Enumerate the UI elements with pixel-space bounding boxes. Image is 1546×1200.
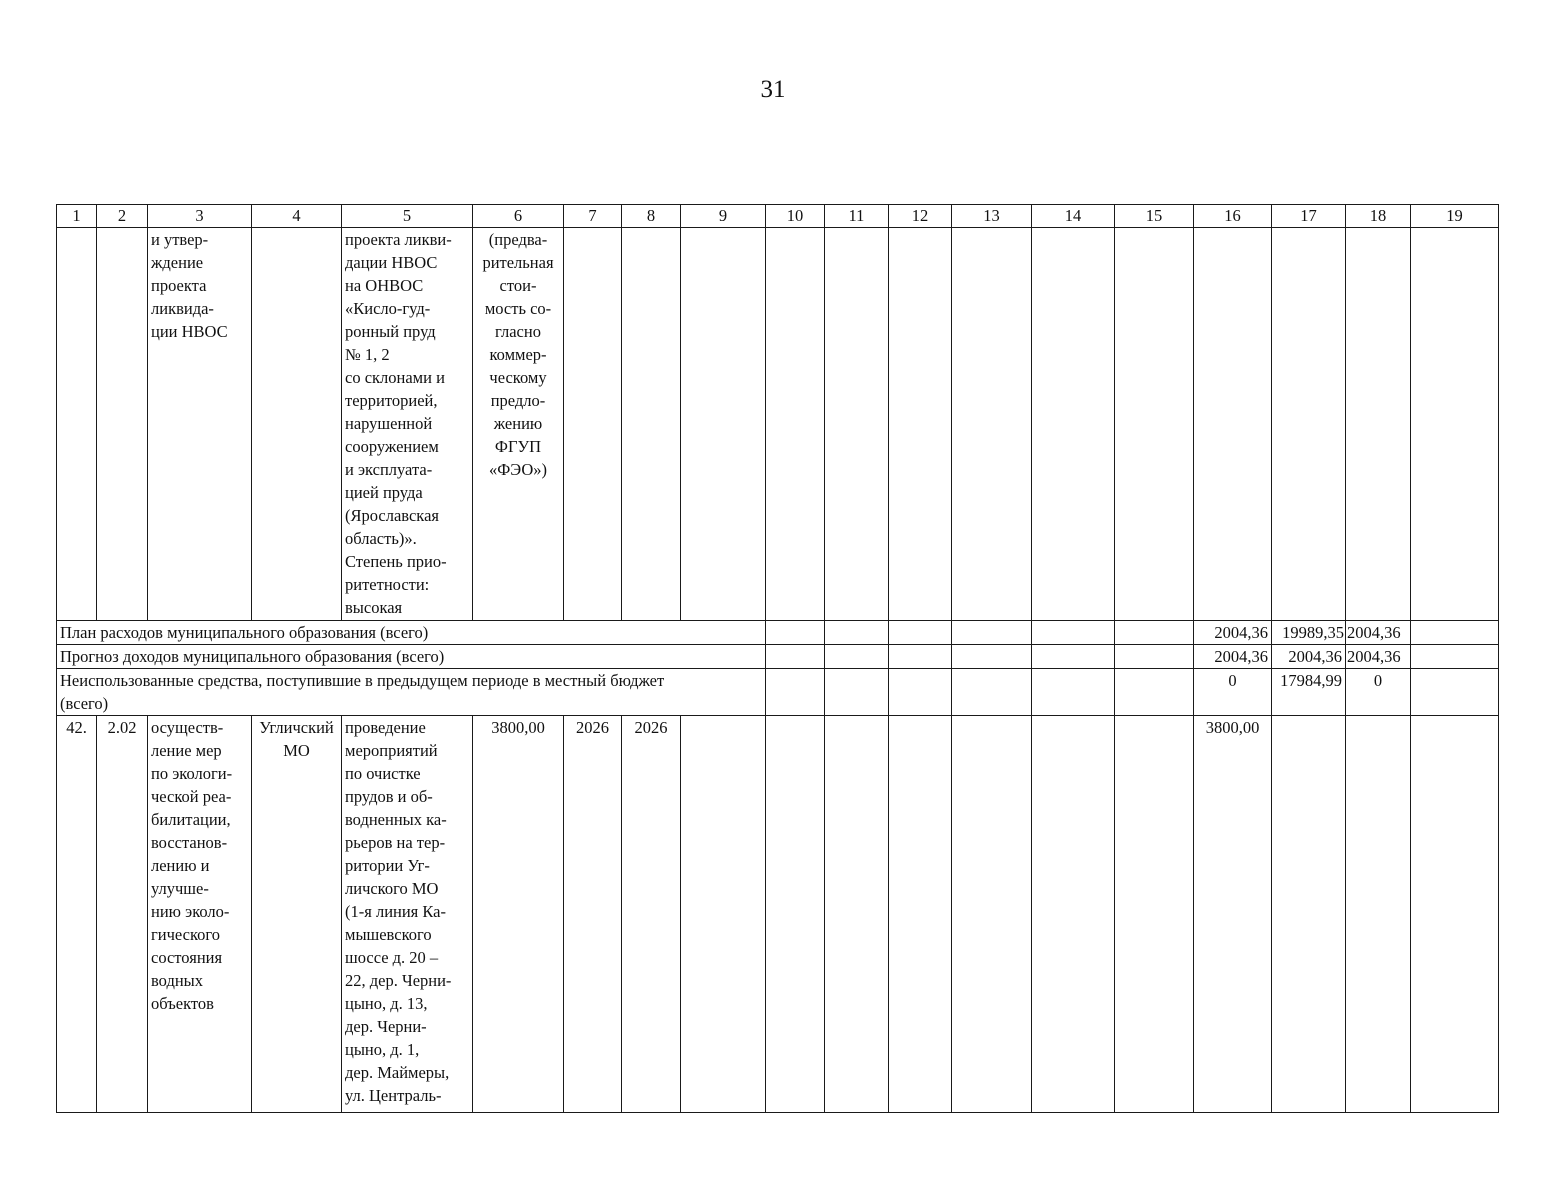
- summary-value: 2004,36: [1272, 645, 1346, 669]
- cell: [1115, 228, 1194, 621]
- cell-municipality: Угличский МО: [252, 716, 342, 1113]
- cell: [889, 645, 952, 669]
- header-cell: 10: [766, 205, 825, 228]
- cell: [1272, 228, 1346, 621]
- cell-cost-note: (предва- рительная стои- мость со- гласно коммер- ческому предло- жению ФГУП «ФЭО»): [473, 228, 564, 621]
- summary-value: 2004,36: [1346, 621, 1411, 645]
- cell: [1272, 716, 1346, 1113]
- summary-value: 0: [1346, 669, 1411, 716]
- header-cell: 6: [473, 205, 564, 228]
- cell: [952, 621, 1032, 645]
- cell: [1032, 228, 1115, 621]
- cell: [766, 669, 825, 716]
- cell-measure-name: и утвер- ждение проекта ликвида- ции НВОС: [148, 228, 252, 621]
- cell: [1115, 621, 1194, 645]
- cell: [1411, 645, 1499, 669]
- header-cell: 8: [622, 205, 681, 228]
- header-cell: 5: [342, 205, 473, 228]
- header-cell: 15: [1115, 205, 1194, 228]
- cell: [952, 669, 1032, 716]
- cell: [952, 645, 1032, 669]
- cell: [766, 228, 825, 621]
- summary-value: 0: [1194, 669, 1272, 716]
- cell: [1411, 228, 1499, 621]
- cell: [825, 669, 889, 716]
- cell-project-description: проекта ликви- дации НВОС на ОНВОС «Кисло-гуд- ронный пруд № 1, 2 со склонами и территорией, нарушенной сооружением и эксплуата- цией пруда (Ярославская область)». Степень прио- ритетности: высокая: [342, 228, 473, 621]
- cell: [622, 228, 681, 621]
- header-cell: 7: [564, 205, 622, 228]
- cell: [681, 716, 766, 1113]
- cell-end-year: 2026: [622, 716, 681, 1113]
- summary-label: Неиспользованные средства, поступившие в предыдущем периоде в местный бюджет (всего): [57, 669, 766, 716]
- cell: [1032, 669, 1115, 716]
- cell: [825, 716, 889, 1113]
- cell: [252, 228, 342, 621]
- header-cell: 19: [1411, 205, 1499, 228]
- cell: [889, 716, 952, 1113]
- cell: [1032, 716, 1115, 1113]
- header-cell: 14: [1032, 205, 1115, 228]
- cell: [1115, 645, 1194, 669]
- cell: [564, 228, 622, 621]
- header-row: [57, 205, 1499, 228]
- cell-cost: 3800,00: [473, 716, 564, 1113]
- cell: [97, 228, 148, 621]
- cell-start-year: 2026: [564, 716, 622, 1113]
- cell: [1032, 645, 1115, 669]
- cell: [1411, 669, 1499, 716]
- cell: [1115, 669, 1194, 716]
- cell: [889, 669, 952, 716]
- cell: [57, 228, 97, 621]
- cell: [1032, 621, 1115, 645]
- summary-row-income-forecast: [57, 645, 1499, 669]
- cell: [825, 621, 889, 645]
- summary-value: 2004,36: [1346, 645, 1411, 669]
- cell-project-description: проведение мероприятий по очистке прудов и об- водненных ка- рьеров на тер- ритории Уг- личского МО (1-я линия Ка- мышевского шоссе д. 20 – 22, дер. Черни- цыно, д. 13, дер. Черни- цыно, д. 1, дер. Маймеры, ул. Централь-: [342, 716, 473, 1113]
- header-cell: 17: [1272, 205, 1346, 228]
- summary-value: 2004,36: [1194, 621, 1272, 645]
- cell: [825, 645, 889, 669]
- cell: [889, 621, 952, 645]
- header-cell: 4: [252, 205, 342, 228]
- cell: [681, 228, 766, 621]
- header-cell: 16: [1194, 205, 1272, 228]
- header-cell: 2: [97, 205, 148, 228]
- continuation-row: [57, 228, 1499, 621]
- summary-row-expenses-plan: [57, 621, 1499, 645]
- cell: [952, 228, 1032, 621]
- header-cell: 12: [889, 205, 952, 228]
- header-cell: 11: [825, 205, 889, 228]
- budget-table: [56, 204, 1499, 1113]
- header-cell: 13: [952, 205, 1032, 228]
- cell: [1346, 228, 1411, 621]
- cell-amount: 3800,00: [1194, 716, 1272, 1113]
- page-number: 31: [760, 76, 786, 103]
- cell: [1411, 621, 1499, 645]
- summary-label: План расходов муниципального образования (всего): [57, 621, 766, 645]
- header-cell: 18: [1346, 205, 1411, 228]
- cell: [1115, 716, 1194, 1113]
- cell-measure-name: осуществ- ление мер по экологи- ческой реа- билитации, восстанов- лению и улучше- нию эколо- гического состояния водных объектов: [148, 716, 252, 1113]
- header-cell: 1: [57, 205, 97, 228]
- summary-row-unused-funds: [57, 669, 1499, 716]
- summary-value: 19989,35: [1272, 621, 1346, 645]
- cell-row-number: 42.: [57, 716, 97, 1113]
- cell: [766, 716, 825, 1113]
- cell: [889, 228, 952, 621]
- summary-label: Прогноз доходов муниципального образования (всего): [57, 645, 766, 669]
- summary-value: 17984,99: [1272, 669, 1346, 716]
- cell: [766, 621, 825, 645]
- table-row-42: [57, 716, 1499, 1113]
- cell: [766, 645, 825, 669]
- header-cell: 9: [681, 205, 766, 228]
- cell: [825, 228, 889, 621]
- summary-value: 2004,36: [1194, 645, 1272, 669]
- cell: [1411, 716, 1499, 1113]
- cell: [1194, 228, 1272, 621]
- cell: [952, 716, 1032, 1113]
- cell-code: 2.02: [97, 716, 148, 1113]
- cell: [1346, 716, 1411, 1113]
- header-cell: 3: [148, 205, 252, 228]
